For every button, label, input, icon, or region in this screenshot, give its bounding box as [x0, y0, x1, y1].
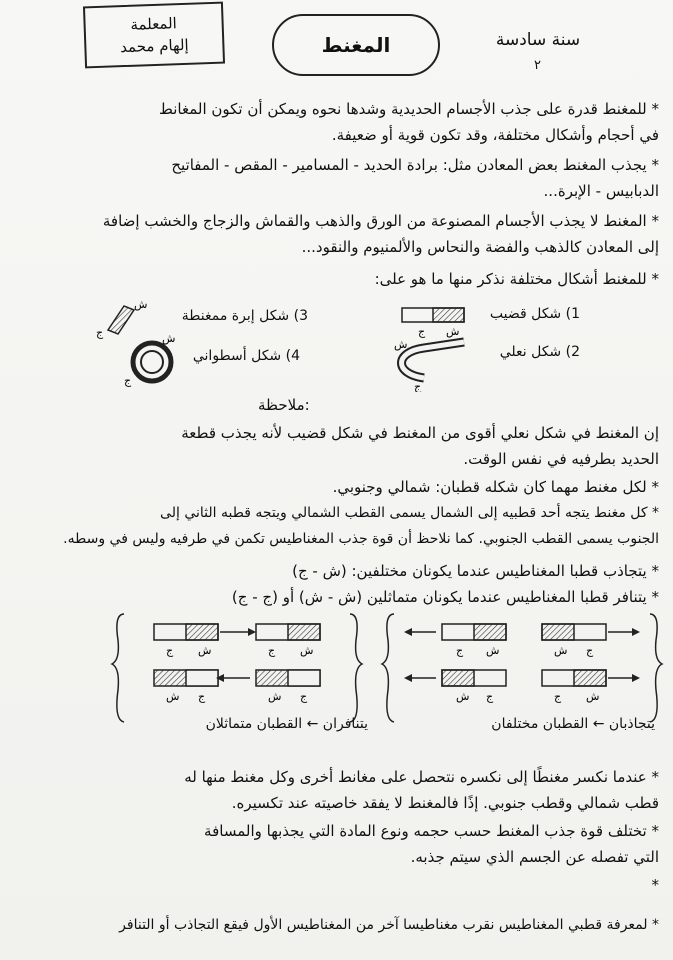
svg-text:ش: ش [134, 298, 148, 311]
attract-pair-2 [154, 670, 320, 703]
repel-caption: يتنافران ← القطبان متماثلان [205, 716, 368, 732]
svg-text:ش: ش [162, 332, 176, 345]
cylinder-magnet-icon [118, 332, 184, 388]
note-identify-poles: * لمعرفة قطبي المغناطيس نقرب مغناطيسا آخر من المغناطيس الأول فيقع التجاذب أو التنافر [119, 917, 659, 933]
svg-text:ج: ج [486, 690, 494, 703]
svg-text:ج: ج [198, 690, 206, 703]
shape-horseshoe-label: 2) شكل نعلي [499, 344, 580, 360]
para-shapes-intro: * للمغنط أشكال مختلفة نذكر منها ما هو على: [374, 270, 659, 288]
para-attracted-metals [14, 152, 659, 204]
horseshoe-magnet-icon [384, 334, 474, 392]
para-line: * كل مغنط يتجه أحد قطبيه إلى الشمال يسمى القطب الشمالي ويتجه قطبه الثاني إلى [160, 505, 659, 521]
svg-text:ش: ش [394, 338, 408, 351]
bar-magnet-icon [398, 304, 470, 338]
attract-pair-1 [154, 624, 320, 657]
svg-text:ش: ش [486, 644, 500, 657]
para-line: الدبابيس - الإبرة... [543, 182, 659, 200]
attract-caption: يتجاذبان ← القطبان مختلفان [491, 716, 655, 732]
svg-text:ج: ج [554, 690, 562, 703]
grade-label: سنة سادسة [495, 30, 581, 50]
repel-pair-1 [404, 624, 640, 657]
grade-sub: ٢ [534, 58, 541, 73]
svg-text:ج: ج [456, 644, 464, 657]
svg-text:ش: ش [554, 644, 568, 657]
shape-needle-label: 3) شكل إبرة ممغنطة [181, 308, 308, 324]
para-line: * عندما نكسر مغنطًا إلى نكسره نتحصل على مغانط أخرى وكل مغنط منها له [184, 768, 659, 786]
para-attraction [14, 96, 659, 148]
pole-south-label: ج [418, 325, 426, 338]
para-line: الجنوب يسمى القطب الجنوبي. كما نلاحظ أن قوة جذب المغناطيس تكمن في طرفيه وليس في وسطه. [63, 531, 659, 547]
para-line: في أحجام وأشكال مختلفة، وقد تكون قوية أو ضعيفة. [331, 126, 659, 144]
note-breaking-magnet [14, 764, 659, 816]
svg-text:ج: ج [300, 690, 308, 703]
shape-cylinder-label: 4) شكل أسطواني [192, 348, 300, 364]
para-line: إن المغنط في شكل نعلي أقوى من المغنط في شكل قضيب لأنه يجذب قطعة [181, 424, 659, 442]
note-attraction-rule: * يتجاذب قطبا المغناطيس عندما يكونان مختلفين: (ش - ج) [292, 562, 659, 580]
note-pole-directions [14, 500, 659, 552]
shape-bar-label: 1) شكل قضيب [489, 306, 580, 322]
teacher-title: المعلمة [130, 14, 178, 34]
note-horseshoe-stronger [14, 420, 659, 472]
svg-text:ش: ش [198, 644, 212, 657]
empty-bullet: * [651, 876, 659, 894]
svg-text:ش: ش [456, 690, 470, 703]
para-line: * للمغنط قدرة على جذب الأجسام الحديدية وشدها نحوه ويمكن أن تكون المغانط [158, 100, 659, 118]
svg-text:ج: ج [414, 380, 422, 392]
note-magnet-strength [14, 818, 659, 870]
svg-text:ج: ج [166, 644, 174, 657]
lesson-title: المغنط [272, 14, 440, 76]
svg-text:ج: ج [124, 374, 132, 387]
notes-heading: ملاحظة: [258, 396, 310, 414]
para-line: التي تفصله عن الجسم الذي سيتم جذبه. [410, 848, 659, 866]
svg-text:ج: ج [96, 326, 104, 339]
svg-text:ش: ش [166, 690, 180, 703]
para-line: * تختلف قوة جذب المغنط حسب حجمه ونوع المادة التي يجذبها والمسافة [204, 822, 659, 840]
note-repulsion-rule: * يتنافر قطبا المغناطيس عندما يكونان متماثلين (ش - ش) أو (ج - ج) [231, 588, 659, 606]
svg-text:ج: ج [586, 644, 594, 657]
svg-text:ش: ش [300, 644, 314, 657]
para-not-attracted [14, 208, 659, 260]
svg-text:ش: ش [268, 690, 282, 703]
teacher-box [83, 2, 225, 69]
repel-pair-2 [404, 670, 640, 703]
para-line: * يجذب المغنط بعض المعادن مثل: برادة الحديد - المسامير - المقص - المفاتيح [171, 156, 659, 174]
svg-text:ش: ش [586, 690, 600, 703]
poles-diagram [110, 610, 670, 770]
para-line: إلى المعادن كالذهب والفضة والنحاس والألمنيوم والنقود... [301, 238, 659, 256]
para-line: الحديد بطرفيه في نفس الوقت. [463, 450, 659, 468]
teacher-name: إلهام محمد [119, 35, 189, 57]
pole-north-label: ش [446, 325, 460, 338]
para-line: قطب شمالي وقطب جنوبي. إذًا فالمغنط لا يفقد خاصيته عند تكسيره. [231, 794, 659, 812]
note-two-poles: * لكل مغنط مهما كان شكله قطبان: شمالي وجنوبي. [332, 478, 659, 496]
svg-text:ج: ج [268, 644, 276, 657]
para-line: * المغنط لا يجذب الأجسام المصنوعة من الورق والذهب والقماش والزجاج والخشب إضافة [102, 212, 659, 230]
